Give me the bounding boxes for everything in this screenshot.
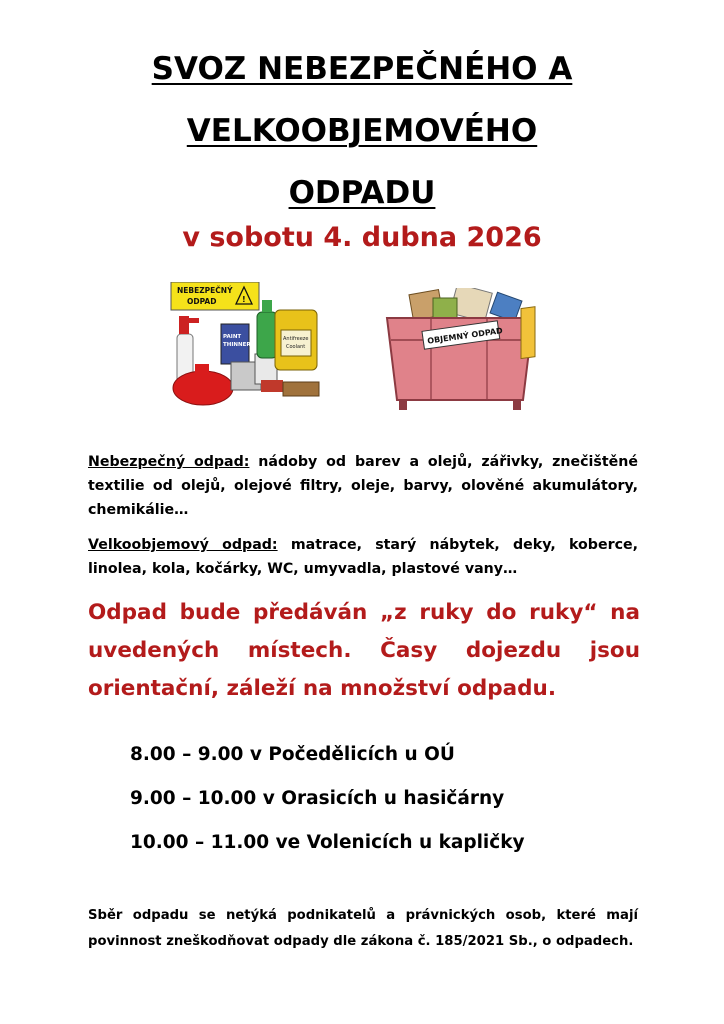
paint-label-1: PAINT xyxy=(223,334,242,340)
hazardous-waste-paragraph xyxy=(88,450,638,522)
event-date: v sobotu 4. dubna 2026 xyxy=(182,222,542,253)
schedule-item: 9.00 – 10.00 v Orasicích u hasičárny xyxy=(130,788,505,809)
footer-note: Sběr odpadu se netýká podnikatelů a právnických osob, které mají povinnost zneškodňovat odpady dle zákona č. 185/2021 Sb., o odpadech. xyxy=(88,908,638,949)
title-line-3: ODPADU xyxy=(288,175,436,211)
title-line-1: SVOZ NEBEZPEČNÉHO A xyxy=(151,51,573,87)
container-label: OBJEMNÝ ODPAD xyxy=(426,326,504,346)
hazardous-waste-text: nádoby od barev a olejů, zářivky, znečištěné textilie od olejů, olejové filtry, oleje, barvy, olověné akumulátory, chemikálie… xyxy=(88,454,638,518)
schedule-item: 10.00 – 11.00 ve Volenicích u kapličky xyxy=(130,832,525,853)
handover-notice: Odpad bude předáván „z ruky do ruky“ na uvedených místech. Časy dojezdu jsou orientační, záleží na množství odpadu. xyxy=(88,600,640,701)
title-line-2: VELKOOBJEMOVÉHO xyxy=(186,113,538,149)
bulky-waste-text: matrace, starý nábytek, deky, koberce, linolea, kola, kočárky, WC, umyvadla, plastové vany… xyxy=(88,537,638,577)
bulky-waste-label: Velkoobjemový odpad: xyxy=(88,537,278,553)
svg-text:!: ! xyxy=(242,295,246,304)
hazardous-waste-label: Nebezpečný odpad: xyxy=(88,454,250,470)
sign-text-1: NEBEZPEČNÝ xyxy=(177,286,233,295)
paint-label-2: THINNER xyxy=(223,342,251,348)
hazardous-waste-illustration xyxy=(165,282,325,407)
jug-label-2: Coolant xyxy=(286,344,306,350)
bulky-waste-container-illustration xyxy=(383,288,538,413)
bulky-waste-paragraph xyxy=(88,533,638,581)
jug-label-1: Antifreeze xyxy=(283,336,309,342)
page-title xyxy=(0,38,724,224)
schedule-item: 8.00 – 9.00 v Počedělicích u OÚ xyxy=(130,744,455,765)
sign-text-2: ODPAD xyxy=(187,297,217,306)
